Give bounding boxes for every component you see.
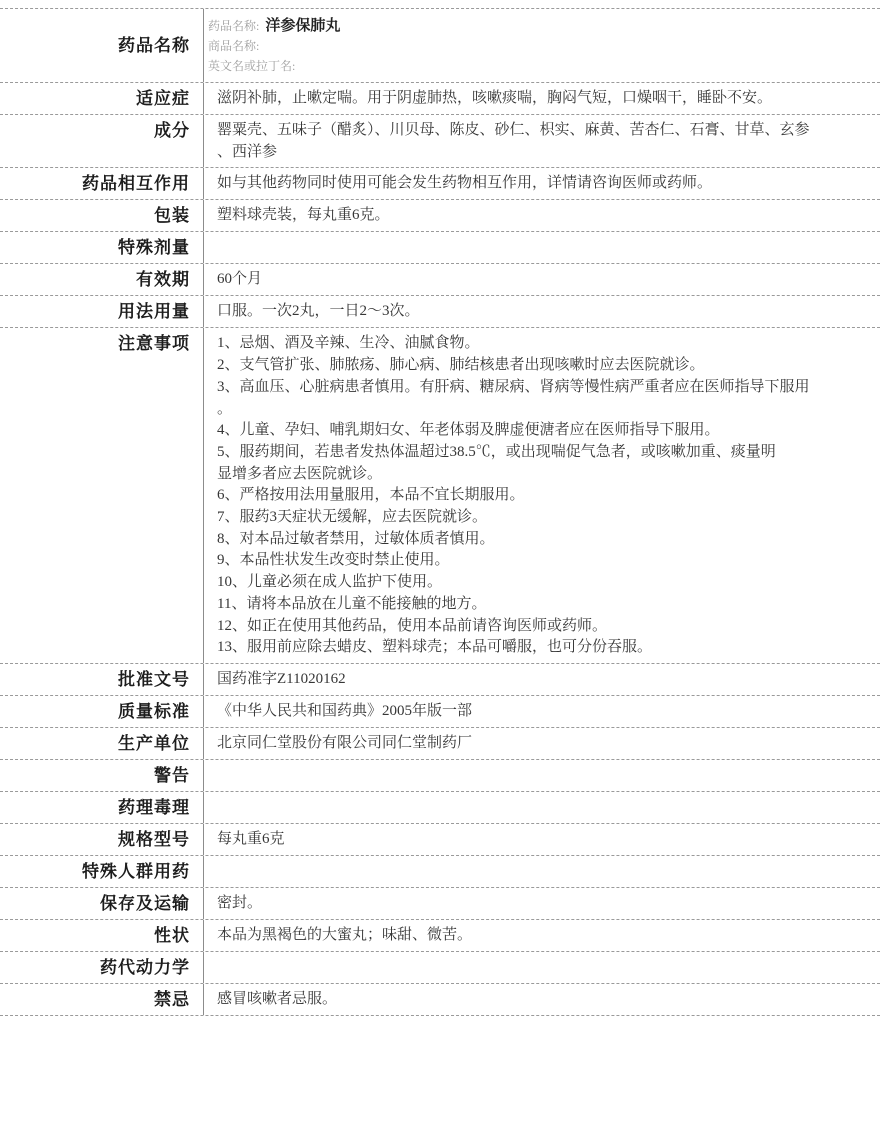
table-row-specification bbox=[0, 824, 880, 856]
row-content bbox=[204, 264, 880, 295]
content-line: 。 bbox=[217, 400, 233, 417]
trade-name-field-label: 商品名称: bbox=[208, 39, 260, 53]
content-line: 感冒咳嗽者忌服。 bbox=[217, 990, 338, 1007]
content-line: 7、服药3天症状无缓解，应去医院就诊。 bbox=[217, 509, 488, 526]
table-row-dosage-usage bbox=[0, 296, 880, 328]
table-row-quality-standard bbox=[0, 696, 880, 728]
row-label: 批准文号 bbox=[0, 664, 204, 695]
table-row-ingredients bbox=[0, 115, 880, 168]
row-content bbox=[204, 920, 880, 951]
table-row-indications bbox=[0, 83, 880, 115]
row-label: 成分 bbox=[0, 115, 204, 167]
row-label: 警告 bbox=[0, 760, 204, 791]
field-line bbox=[208, 56, 864, 76]
row-label: 特殊人群用药 bbox=[0, 856, 204, 887]
row-label: 有效期 bbox=[0, 264, 204, 295]
table-row-pharmacokinetics bbox=[0, 952, 880, 984]
row-content bbox=[204, 83, 880, 114]
table-row-drug-name bbox=[0, 9, 880, 83]
content-line: 9、本品性状发生改变时禁止使用。 bbox=[217, 552, 450, 569]
content-line: 8、对本品过敏者禁用，过敏体质者慎用。 bbox=[217, 530, 495, 547]
english-name-field-label: 英文名或拉丁名: bbox=[208, 59, 296, 73]
content-line: 60个月 bbox=[217, 271, 263, 288]
row-label: 药品名称 bbox=[0, 9, 204, 82]
row-content bbox=[204, 792, 880, 823]
row-content bbox=[204, 824, 880, 855]
content-line: 《中华人民共和国药典》2005年版一部 bbox=[217, 702, 473, 719]
content-line: 2、支气管扩张、肺脓疡、肺心病、肺结核患者出现咳嗽时应去医院就诊。 bbox=[217, 357, 705, 374]
drug-name-field-label: 药品名称: bbox=[208, 19, 260, 33]
table-row-properties bbox=[0, 920, 880, 952]
table-row-approval-number bbox=[0, 664, 880, 696]
row-content bbox=[204, 696, 880, 727]
content-line: 北京同仁堂股份有限公司同仁堂制药厂 bbox=[217, 734, 473, 751]
table-row-precautions bbox=[0, 328, 880, 664]
content-line: 10、儿童必须在成人监护下使用。 bbox=[217, 574, 443, 591]
row-content bbox=[204, 760, 880, 791]
content-line: 13、服用前应除去蜡皮、塑料球壳；本品可嚼服，也可分份吞服。 bbox=[217, 639, 653, 656]
content-line: 本品为黑褐色的大蜜丸；味甜、微苦。 bbox=[217, 926, 473, 943]
table-row-special-dosage bbox=[0, 232, 880, 264]
row-label: 规格型号 bbox=[0, 824, 204, 855]
table-row-storage-transport bbox=[0, 888, 880, 920]
content-line: 12、如正在使用其他药品，使用本品前请咨询医师或药师。 bbox=[217, 617, 608, 634]
content-line: 、西洋参 bbox=[217, 143, 278, 160]
row-content bbox=[204, 728, 880, 759]
row-label: 禁忌 bbox=[0, 984, 204, 1015]
table-row-drug-interactions bbox=[0, 168, 880, 200]
field-line bbox=[208, 16, 864, 36]
content-line: 口服。一次2丸，一日2～3次。 bbox=[217, 303, 420, 320]
content-line: 塑料球壳装，每丸重6克。 bbox=[217, 207, 390, 224]
content-line: 罂粟壳、五味子（醋炙）、川贝母、陈皮、砂仁、枳实、麻黄、苦杏仁、石膏、甘草、玄参 bbox=[217, 122, 810, 138]
row-label: 用法用量 bbox=[0, 296, 204, 327]
row-content bbox=[204, 328, 880, 663]
row-content bbox=[204, 296, 880, 327]
row-content bbox=[204, 888, 880, 919]
content-line: 6、严格按用法用量服用，本品不宜长期服用。 bbox=[217, 487, 525, 504]
content-line: 密封。 bbox=[217, 894, 263, 911]
row-label: 药代动力学 bbox=[0, 952, 204, 983]
row-label: 药理毒理 bbox=[0, 792, 204, 823]
content-line: 滋阴补肺，止嗽定喘。用于阴虚肺热，咳嗽痰喘，胸闷气短，口燥咽干，睡卧不安。 bbox=[217, 90, 773, 106]
content-line: 如与其他药物同时使用可能会发生药物相互作用，详情请咨询医师或药师。 bbox=[217, 175, 713, 192]
content-line: 显增多者应去医院就诊。 bbox=[217, 465, 383, 482]
content-line: 4、儿童、孕妇、哺乳期妇女、年老体弱及脾虚便溏者应在医师指导下服用。 bbox=[217, 422, 720, 439]
table-row-shelf-life bbox=[0, 264, 880, 296]
drug-info-table bbox=[0, 8, 880, 1016]
row-label: 药品相互作用 bbox=[0, 168, 204, 199]
row-content bbox=[204, 232, 880, 263]
row-label: 特殊剂量 bbox=[0, 232, 204, 263]
row-content bbox=[204, 952, 880, 983]
table-row-pharmacology-toxicology bbox=[0, 792, 880, 824]
content-line: 11、请将本品放在儿童不能接触的地方。 bbox=[217, 595, 487, 612]
row-label: 适应症 bbox=[0, 83, 204, 114]
content-line: 5、服药期间，若患者发热体温超过38.5℃，或出现喘促气急者，或咳嗽加重、痰量明 bbox=[217, 443, 776, 460]
row-label: 包装 bbox=[0, 200, 204, 231]
drug-name-value: 洋参保肺丸 bbox=[265, 18, 341, 34]
row-label: 性状 bbox=[0, 920, 204, 951]
row-content bbox=[204, 856, 880, 887]
row-content bbox=[204, 664, 880, 695]
content-line: 每丸重6克 bbox=[217, 830, 285, 847]
row-label: 保存及运输 bbox=[0, 888, 204, 919]
table-row-packaging bbox=[0, 200, 880, 232]
row-content bbox=[204, 168, 880, 199]
row-label: 质量标准 bbox=[0, 696, 204, 727]
content-line: 3、高血压、心脏病患者慎用。有肝病、糖尿病、肾病等慢性病严重者应在医师指导下服用 bbox=[217, 378, 810, 395]
row-label: 注意事项 bbox=[0, 328, 204, 663]
table-row-manufacturer bbox=[0, 728, 880, 760]
content-line: 国药准字Z11020162 bbox=[217, 670, 346, 687]
row-content bbox=[204, 984, 880, 1015]
drug-name-fields bbox=[204, 9, 880, 82]
table-row-warning bbox=[0, 760, 880, 792]
table-row-contraindications bbox=[0, 984, 880, 1016]
field-line bbox=[208, 36, 864, 56]
table-row-special-populations bbox=[0, 856, 880, 888]
row-label: 生产单位 bbox=[0, 728, 204, 759]
content-line: 1、忌烟、酒及辛辣、生冷、油腻食物。 bbox=[217, 335, 480, 352]
row-content bbox=[204, 200, 880, 231]
row-content bbox=[204, 115, 880, 167]
